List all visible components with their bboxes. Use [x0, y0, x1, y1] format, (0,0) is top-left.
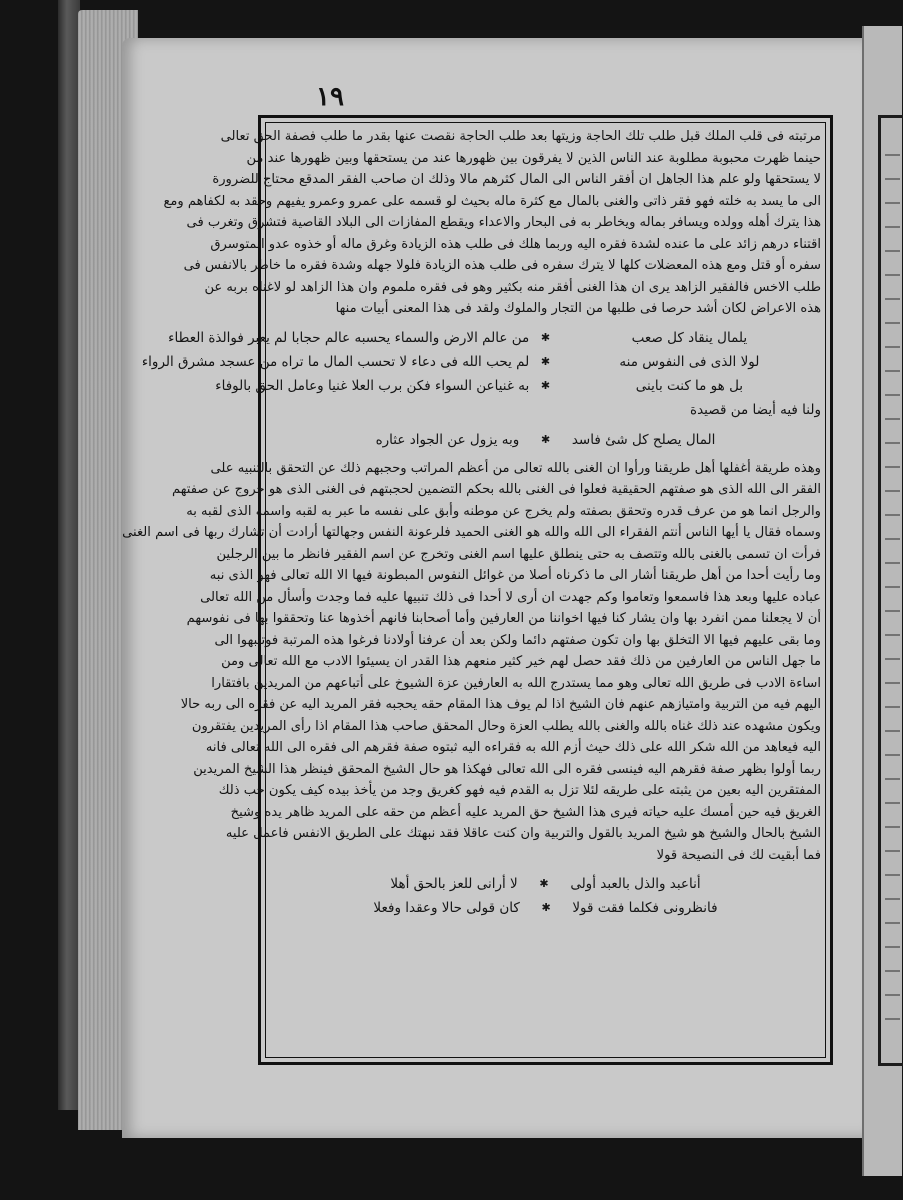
hemistich-left: من عالم الارض والسماء يحسبه عالم حجابا لم يعبر فوالذة العطاء — [168, 329, 530, 346]
text-line: اساءة الادب فى طريق الله تعالى وهو مما يستدرج الله به العارفين عزة الشيوخ على أتباعهم من المريدين بافتقارا — [211, 675, 821, 691]
text-line: فما أبقيت لك فى النصيحة قولا — [656, 847, 821, 863]
poem-verse — [270, 896, 821, 920]
hemistich-right: يلمال ينقاد كل صعب — [631, 329, 748, 346]
text-line: وهذه طريقة أغفلها أهل طريقنا ورأوا ان الغنى بالله تعالى من أعظم المراتب وحجبهم ذلك عن التحقق بالتنبيه على — [210, 460, 821, 476]
page-number: ١٩ — [316, 82, 344, 112]
poem-verse — [270, 872, 821, 896]
text-line: الغريق فيه حين أمسك عليه حياته فيرى هذا الشيخ حق المريد عليه أعظم من حقه على المريد ظاهر يده وشيخ — [230, 804, 821, 820]
text-line: لا يستحقها ولو علم هذا الجاهل ان أفقر الناس الى المال كثرهم مالا وذلك ان صاحب الفقر المدقع محتاج للضرورة — [212, 172, 821, 187]
text-line: الشيخ بالحال والشيخ هو شيخ المريد بالقول والتربية وان كنت عاقلا فقد نبهتك على الطريق الانفس فاعمل عليه — [225, 826, 821, 841]
text-line: ويكون مشهده عند ذلك غناه بالله والغنى بالله يطلب العزة وحال المحقق صاحب هذا المقام اذا رأى المريدين يفتقرون — [191, 718, 821, 734]
text-line: ربما أولوا بظهر صفة فقرهم اليه فينسى فقره الى الله تعالى فهكذا هو حال الشيخ المحقق فينظر هذا الشيخ المريدين — [193, 761, 821, 777]
poem-verse — [270, 428, 821, 452]
paragraph-2 — [122, 458, 821, 867]
hemistich-right: أناعبد والذل بالعبد أولى — [570, 876, 701, 892]
text-line: الفقر الى الله الذى هو صفتهم الحقيقية فعلوا فى الغنى بالله بحكم التضمين لحجبتهم فى الغنى الذى هو خروج عن صفتهم — [172, 482, 821, 497]
verse-separator: ✱ — [540, 330, 551, 344]
hemistich-right: بل هو ما كنت باينى — [635, 377, 744, 394]
hemistich-left: لا أرانى للعز بالحق أهلا — [390, 876, 518, 892]
text-line: فرأت ان تسمى بالغنى بالله وتتصف به حتى ينطلق عليها اسم الغنى وتخرج عن اسم الفقير فانظر ما بين الرجلين — [216, 546, 821, 562]
hemistich-left: به غنياعن السواء فكن برب العلا غنيا وعامل الحق بالوفاء — [215, 377, 530, 394]
text-line: مرتبته فى قلب الملك قبل طلب تلك الحاجة وزيتها بعد طلب الحاجة نقصت عنها بقدر ما طلب فصفة الحق تعالى — [220, 129, 821, 144]
verse-separator: ✱ — [540, 378, 551, 392]
main-text — [122, 126, 821, 920]
text-line: اليهم فيه من التربية وامتيازهم عنهم فان الشيخ اذا لم يوف هذا المقام حقه يحجبه فقر المريد اليه عن فقره الى ربه حالا — [180, 697, 821, 712]
verse-separator: ✱ — [540, 354, 551, 368]
text-line: وما بقى عليهم فيها الا التخلق بها وان تكون صفتهم دائما ولكن بعد أن عرفنا أولادنا فرغوا هذه المرتبة فوتنبهوا الى — [214, 632, 821, 648]
hemistich-right: لولا الذى فى النفوس منه — [619, 353, 760, 370]
verse-separator: ✱ — [540, 432, 551, 446]
text-line: اليه فيعاهد من الله شكر الله على ذلك حيث أزم الله به فقراءه اليه ثبتوه صفة فقرهم الى فقره الى الله تعالى فانه — [205, 740, 821, 755]
facing-page-text — [885, 140, 900, 1020]
book-spine-edge — [58, 0, 80, 1110]
text-line: ما جهل الناس من العارفين من ذلك فقد حصل لهم خير كثير منعهم هذا القدر ان يسيئوا الادب مع الله تعالى ومن — [221, 654, 821, 669]
hemistich-left: لم يحب الله فى دعاء لا تحسب المال ما تراه من عسجد مشرق الرواء — [141, 353, 530, 370]
text-line: وسماه فقال يا أيها الناس أنتم الفقراء الى الله والله هو الغنى الحميد فلرعونة النفس وجهالتها أرادت أن تشارك ربها فى اسم الغنى — [122, 525, 821, 540]
paragraph-1 — [163, 126, 821, 320]
text-line: الى ما يسد به خلته فهو فقر ذاتى والغنى بالمال مع كثرة ماله بحيث لو قسمه على عمرو وعمرو يفيهم وحقد به لكفاهم ومع — [163, 193, 821, 209]
text-line: المفتقرين اليه بعين من يثبته على طريقه لئلا تزل به القدم فيه فهو كغريق وجد من يأخذ بيده كيف يكون حب ذلك — [218, 783, 821, 798]
poem-1 — [141, 326, 821, 452]
poem-verse — [141, 350, 821, 374]
text-line: سفره أو قتل ومع هذه المعضلات كلها لا يترك سفره فى طلب هذه الزيادة فلولا جهله وشدة فقره ما خاطر بالانفس فى — [183, 258, 821, 273]
poem-verse — [168, 326, 821, 350]
text-line: طلب الاخس فالفقير الزاهد يرى ان هذا الغنى أفقر منه بكثير وهو فى فقره ملموم وان هذا الزاهد لو لاغناه بربه عن — [204, 279, 821, 295]
poem-verse — [215, 374, 821, 398]
verse-separator: ✱ — [541, 901, 551, 914]
hemistich-left: وبه يزول عن الجواد عثاره — [375, 431, 520, 448]
poem-intro-line: ولنا فيه أيضا من قصيدة — [690, 401, 821, 418]
text-line: حينما ظهرت محبوبة مطلوبة عند الناس الذين لا يفرقون بين ظهورها عند من يستحقها وبين ظهورها عند من — [246, 150, 821, 166]
poem-3 — [270, 872, 821, 920]
hemistich-right: المال يصلح كل شئ فاسد — [571, 431, 716, 448]
verse-separator: ✱ — [539, 877, 549, 890]
text-line: عباده عليها وبعد هذا فاسمعوا وتعاموا وكم جهدت ان أرى لا أحدا فى ذلك تنبيها عليه فما وجدت وأسأل من الله تعالى — [200, 589, 821, 605]
text-line: اقتناء درهم زائد على ما عنده لشدة فقره اليه وربما هلك فى طلب هذه الزيادة وغرق ماله أو خذوه عدو المتوسرق — [210, 236, 821, 252]
text-line: أن لا يجعلنا ممن انفرد بها وان يشار كنا فيها اخواننا من العارفين وأما أصحابنا فانهم أخذوها عنا وتحققوا بها فى نفوسهم — [186, 611, 821, 626]
text-line: هذا يترك أهله وولده ويسافر بماله ويخاطر به فى البحار والاعداء ويقطع المفازات الى البلاد القاصية فتشرق وتغرب فى — [186, 215, 821, 230]
hemistich-right: فانظرونى فكلما فقت قولا — [572, 900, 718, 916]
text-line: والرجل انما هو من عرف قدره وتحقق بصفته ولم يخرج عن موطنه وأبق على نفسه ما عبر به لقبه واسمه الذى لقبه به — [186, 503, 821, 519]
hemistich-left: كان قولى حالا وعقدا وفعلا — [373, 900, 520, 916]
text-line: هذه الاعراض لكان أشد حرصا فى طلبها من التجار والملوك ولقد فى هذا المعنى أبيات منها — [335, 301, 821, 316]
text-line: وما رأيت أحدا من أهل طريقنا أشار الى ما ذكرناه أصلا من غوائل النفوس المبطونة فيها الا الله تعالى فهو الذى نبه — [209, 568, 821, 583]
